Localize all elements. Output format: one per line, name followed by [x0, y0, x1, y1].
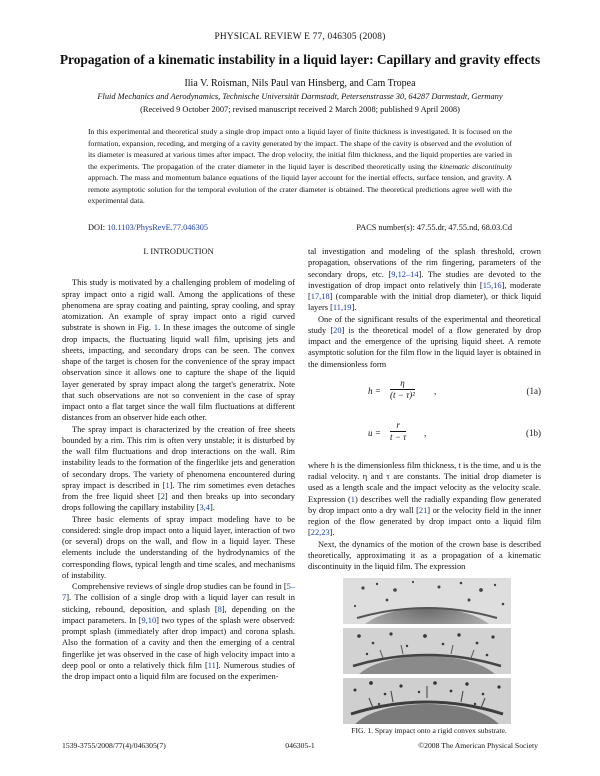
paragraph: Comprehensive reviews of single drop studies can be found in [5–7]. The collision of a single drop with a liquid layer can result in sticking, rebound, deposition, and splash [8], depending on the impact parameters. In [9,10] two types of the splash were observed: prompt splash (immediately after drop impact) and corona splash. Also the formation of a cavity and then the emerging of a central fingerlike jet was observed in the case of high velocity impact into a deep pool or onto a relatively thick film [11]. Numerous studies of the drop impact onto a liquid film are focused on the experimen- [62, 582, 295, 681]
citation-link[interactable]: 8 [217, 604, 222, 614]
equation-tail: , [434, 385, 437, 396]
citation-link[interactable]: 17,18 [310, 292, 330, 301]
denominator: t − τ [390, 432, 407, 442]
left-column [62, 246, 295, 682]
pacs-numbers: PACS number(s): 47.55.dr, 47.55.nd, 68.03.Cd [356, 223, 512, 232]
spray-impact-image [343, 578, 511, 624]
equation-number: (1a) [526, 385, 541, 396]
citation-link[interactable]: 15,16 [482, 280, 502, 290]
figure-1 [343, 578, 511, 726]
equation-tail: , [424, 427, 427, 438]
paragraph: Next, the dynamics of the motion of the crown base is described theoretically, approximating it as a propagation of a kinematic discontinuity in the liquid film. The expression [308, 539, 541, 571]
citation-link[interactable]: 11 [207, 660, 216, 670]
numerator: r [390, 420, 406, 432]
equation-fraction [390, 420, 406, 444]
citation-link[interactable]: 3,4 [199, 503, 210, 513]
figure-ref[interactable]: 1 [153, 323, 159, 333]
citation-link[interactable]: 9,10 [141, 615, 157, 625]
figure-caption: FIG. 1. Spray impact onto a rigid convex substrate. [351, 726, 507, 735]
footer-page-id: 046305-1 [285, 741, 315, 750]
doi-link[interactable]: 10.1103/PhysRevE.77.046305 [107, 223, 209, 232]
abstract-emphasis: kinematic discontinuity [439, 161, 512, 171]
equation-fraction [390, 378, 415, 402]
equation-1a [308, 378, 541, 412]
equation-1b [308, 420, 541, 454]
citation-link[interactable]: 1 [165, 480, 170, 490]
figure-panel-3 [343, 678, 511, 724]
footer-copyright: ©2008 The American Physical Society [418, 741, 538, 750]
equation-number: (1b) [526, 427, 541, 438]
footer-issn: 1539-3755/2008/77(4)/046305(7) [62, 741, 166, 750]
citation-link[interactable]: 5–7 [62, 582, 295, 603]
citation-link[interactable]: 2 [160, 492, 165, 501]
paragraph: One of the significant results of the experimental and theoretical study [20] is the theoretical model of a flow generated by drop impact and the emergence of the uprising liquid sheet. A remote asymptotic solution for the film flow in the liquid layer is obtained in the dimensionless form [308, 314, 542, 369]
paper-title: Propagation of a kinematic instability in a liquid layer: Capillary and gravity effects [59, 52, 541, 67]
numerator: η [390, 378, 415, 390]
equation-lhs: u = [368, 427, 381, 438]
affiliation: Fluid Mechanics and Aerodynamics, Technische Universität Darmstadt, Petersenstrasse 30, 64287 Darmstadt, Germany [97, 92, 503, 101]
doi: DOI: 10.1103/PhysRevE.77.046305 [88, 223, 209, 232]
authors: Ilia V. Roisman, Nils Paul van Hinsberg, and Cam Tropea [184, 78, 416, 89]
figure-panel-2 [343, 628, 511, 674]
equation-ref[interactable]: 1 [350, 494, 355, 504]
abstract: In this experimental and theoretical study a single drop impact onto a liquid layer of finite thickness is investigated. It is focused on the formation, expansion, receding, and merging of a cavity generated by the impact. The shape of the cavity is observed and the evolution of its diameter is measured at various times after impact. The drop velocity, the initial film thickness, and the liquid properties are varied in the experiments. The propagation of the crater diameter in the liquid layer is described theoretically using the kinematic discontinuity approach. The mass and momentum balance equations of the liquid layer account for the inertial effects, surface tension, and gravity. A remote asymptotic solution for the temporal evolution of the crater diameter is obtained. The theoretical predictions agree well with the experimental data. [88, 127, 512, 205]
paragraph: tal investigation and modeling of the splash threshold, crown propagation, observations of the rim fingering, parameters of the secondary drops, etc. [9,12–14]. The studies are devoted to the investigation of drop impact onto relatively thin [15,16], moderate [17,18] (comparable with the initial drop diameter), or thick liquid layers [11,19]. [308, 247, 541, 313]
citation-link[interactable]: 11,19 [332, 303, 352, 313]
right-column [308, 246, 541, 572]
equation-lhs: h = [368, 385, 381, 396]
figure-panel-1 [343, 578, 511, 624]
running-head: PHYSICAL REVIEW E 77, 046305 (2008) [214, 32, 386, 42]
citation-link[interactable]: 20 [333, 325, 342, 335]
citation-link[interactable]: 21 [418, 505, 428, 515]
spray-impact-image [343, 628, 511, 674]
denominator: (t − τ)² [390, 390, 415, 400]
paragraph: This study is motivated by a challenging problem of modeling of spray impact onto a rigid wall. Among the applications of these phenomena are spray coating and painting, spray cooling, and spray atomization. An example of spray impact onto a rigid curved substrate is shown in Fig. 1. In these images the outcome of single drop impacts, the fluctuating liquid wall film, uprising jets and sheets, impacting, and secondary drops can be seen. The convex shape of the target is chosen for the convenience of the spray impact observation since it allows one to capture the shape of the liquid layer generated by spray impact along the target's generatrix. Note that such observations are not so convenient in the case of spray impact onto a flat target since the wall film fluctuations at different distances from an observer hide each other. [62, 278, 295, 423]
citation-link[interactable]: 22,23 [310, 528, 330, 538]
citation-link[interactable]: 9,12–14 [391, 269, 419, 279]
section-heading: I. INTRODUCTION [143, 247, 214, 256]
spray-impact-image [343, 678, 511, 724]
paragraph: where h is the dimensionless film thickness, t is the time, and u is the radial velocity. η and τ are constants. The initial drop diameter is used as a length scale and the impact velocity as the velocity scale. Expression (1) describes well the radially expanding flow generated by drop impact onto a dry wall [21] or the velocity field in the inner region of the flow generated by drop impact onto a liquid film [22,23]. [308, 460, 542, 538]
paragraph: The spray impact is characterized by the creation of free sheets bounded by a rim. This rim is often very unstable; it is disturbed by the wall film fluctuations and drop interactions on the wall. Rim instability leads to the formation of the fingerlike jets and generation of secondary drops. The variety of phenomena encountered during spray impact is described in [1]. The rim sometimes even detaches from the free liquid sheet [2] and then breaks up into secondary drops following the capillary instability [3,4]. [62, 424, 295, 513]
paragraph: Three basic elements of spray impact modeling have to be considered: single drop impact onto a liquid layer, interaction of two (or several) drops on the wall, and flow in a liquid layer. These elements include the understanding of the hydrodynamics of the corresponding flows, typical length and time scales, and mechanisms of instability. [62, 514, 295, 580]
received-dates: (Received 9 October 2007; revised manuscript received 2 March 2008; published 9 April 2008) [140, 105, 460, 114]
